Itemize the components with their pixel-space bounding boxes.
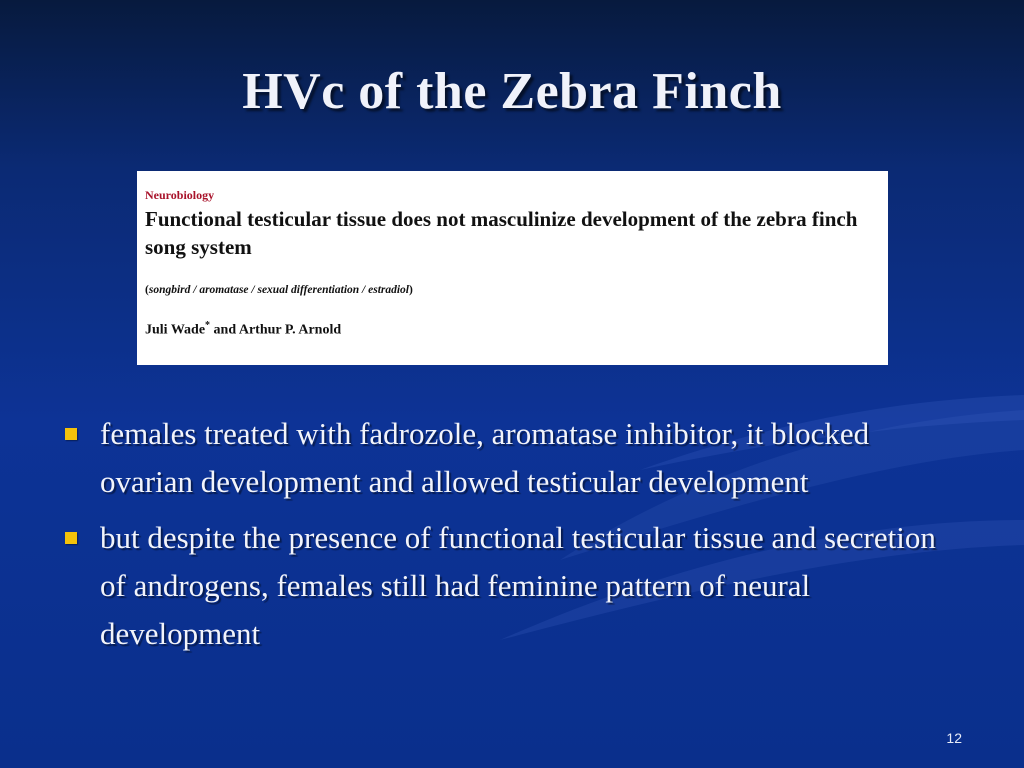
article-keywords [145,283,880,297]
keywords-text: songbird / aromatase / sexual differentiation / estradiol [148,284,410,296]
article-section-label: Neurobiology [145,188,215,202]
bullet-item [62,410,962,506]
keywords-open-paren: ( [145,284,149,296]
article-title: Functional testicular tissue does not masculinize development of the zebra finch song system [145,207,858,259]
bullet-item [62,514,962,658]
keywords-close-paren: ) [409,284,413,296]
article-authors [145,318,880,339]
author-first: Juli Wade [145,322,206,338]
square-bullet-icon [65,532,77,544]
article-clipping [137,171,888,365]
page-number: 12 [946,730,962,746]
author-footnote-mark: * [205,320,211,331]
bullet-text: females treated with fadrozole, aromatase inhibitor, it blocked ovarian development and allowed testicular development [100,416,870,499]
author-rest: and Arthur P. Arnold [210,322,342,338]
slide-title: HVc of the Zebra Finch [242,63,782,120]
square-bullet-icon [65,428,77,440]
bullet-text: but despite the presence of functional testicular tissue and secretion of androgens, females still had feminine pattern of neural development [100,520,936,651]
bullet-list [62,410,962,666]
